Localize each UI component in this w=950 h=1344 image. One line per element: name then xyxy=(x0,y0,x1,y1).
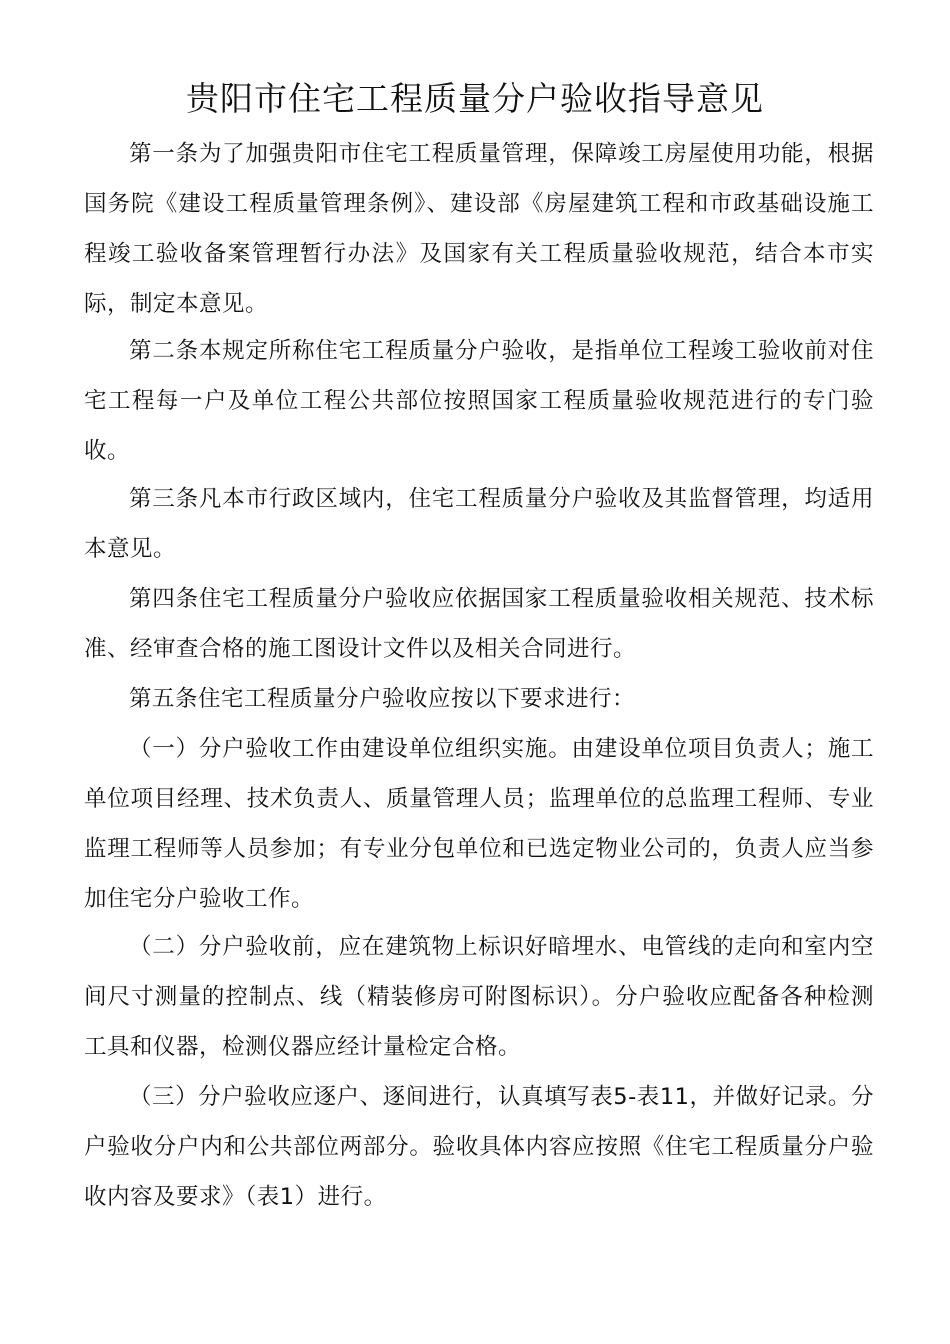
article-2-paragraph: 第二条本规定所称住宅工程质量分户验收，是指单位工程竣工验收前对住宅工程每一户及单位工程公共部位按照国家工程质量验收规范进行的专门验收。 xyxy=(84,338,874,464)
document-title: 贵阳市住宅工程质量分户验收指导意见 xyxy=(186,79,764,118)
article-3-paragraph: 第三条凡本市行政区域内，住宅工程质量分户验收及其监督管理，均适用本意见。 xyxy=(84,486,874,562)
item-3-paragraph: （三）分户验收应逐户、逐间进行，认真填写表5-表11，并做好记录。分户验收分户内和公共部位两部分。验收具体内容应按照《住宅工程质量分户验收内容及要求》（表1）进行。 xyxy=(84,1084,874,1210)
article-5-paragraph: 第五条住宅工程质量分户验收应按以下要求进行： xyxy=(129,686,636,712)
item-1-paragraph: （一）分户验收工作由建设单位组织实施。由建设单位项目负责人；施工单位项目经理、技术负责人、质量管理人员；监理单位的总监理工程师、专业监理工程师等人员参加；有专业分包单位和已选定物业公司的，负责人应当参加住宅分户验收工作。 xyxy=(84,736,874,912)
item-2-paragraph: （二）分户验收前，应在建筑物上标识好暗埋水、电管线的走向和室内空间尺寸测量的控制点、线（精装修房可附图标识）。分户验收应配备各种检测工具和仪器，检测仪器应经计量检定合格。 xyxy=(84,934,874,1060)
article-4-paragraph: 第四条住宅工程质量分户验收应依据国家工程质量验收相关规范、技术标准、经审查合格的施工图设计文件以及相关合同进行。 xyxy=(84,586,874,662)
article-1-paragraph: 第一条为了加强贵阳市住宅工程质量管理，保障竣工房屋使用功能，根据国务院《建设工程质量管理条例》、建设部《房屋建筑工程和市政基础设施工程竣工验收备案管理暂行办法》及国家有关工程质量验收规范，结合本市实际，制定本意见。 xyxy=(84,141,874,317)
